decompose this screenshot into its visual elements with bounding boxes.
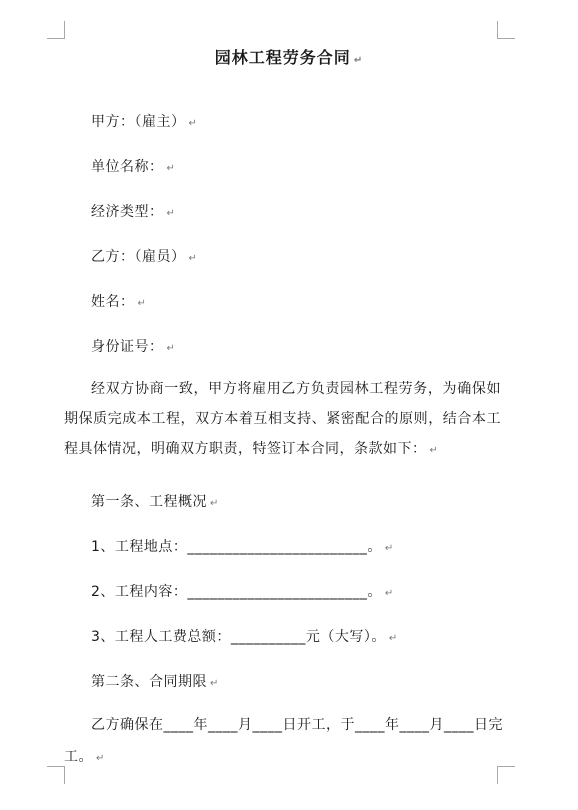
page-corner-top-right	[497, 21, 515, 39]
unit-name-line[interactable]: 单位名称： ↵	[91, 159, 176, 175]
paragraph-mark: ↵	[210, 678, 219, 689]
paragraph-mark: ↵	[188, 253, 198, 264]
item2-line[interactable]: 2、工程内容：________________________。 ↵	[91, 584, 394, 600]
name-line[interactable]: 姓名： ↵	[91, 294, 147, 310]
page-corner-top-left	[47, 21, 65, 39]
paragraph-mark: ↵	[166, 163, 176, 174]
intro-paragraph[interactable]: 经双方协商一致，甲方将雇用乙方负责园林工程劳务，为确保如期保质完成本工程，双方本着互相支持、紧密配合的原则，结合本工程具体情况，明确双方职责，特签订本合同，条款如下： ↵	[64, 381, 501, 457]
id-number-line[interactable]: 身份证号： ↵	[91, 339, 176, 355]
item1-line[interactable]: 1、工程地点：________________________。 ↵	[91, 539, 394, 555]
party-a-line[interactable]: 甲方：（雇主） ↵	[91, 114, 198, 130]
paragraph-mark: ↵	[210, 498, 219, 509]
paragraph-mark: ↵	[137, 298, 147, 309]
document-title[interactable]: 园林工程劳务合同 ↵	[214, 48, 364, 67]
page-corner-bottom-left	[47, 766, 65, 784]
economic-type-line[interactable]: 经济类型： ↵	[91, 204, 176, 220]
paragraph-mark: ↵	[166, 343, 176, 354]
paragraph-mark: ↵	[384, 588, 394, 599]
term-paragraph[interactable]: 乙方确保在____年____月____日开工，于____年____月____日完工。 ↵	[64, 717, 503, 765]
paragraph-mark: ↵	[388, 633, 398, 644]
paragraph-mark: ↵	[384, 543, 394, 554]
paragraph-mark: ↵	[96, 753, 105, 764]
item3-line[interactable]: 3、工程人工费总额：__________元（大写）。 ↵	[91, 629, 398, 645]
party-b-line[interactable]: 乙方：（雇员） ↵	[91, 249, 198, 265]
paragraph-mark: ↵	[429, 445, 439, 456]
article1-heading[interactable]: 第一条、工程概况 ↵	[91, 494, 219, 510]
paragraph-mark: ↵	[188, 118, 198, 129]
paragraph-mark: ↵	[166, 208, 176, 219]
article2-heading[interactable]: 第二条、合同期限 ↵	[91, 674, 219, 690]
paragraph-mark: ↵	[353, 55, 364, 66]
